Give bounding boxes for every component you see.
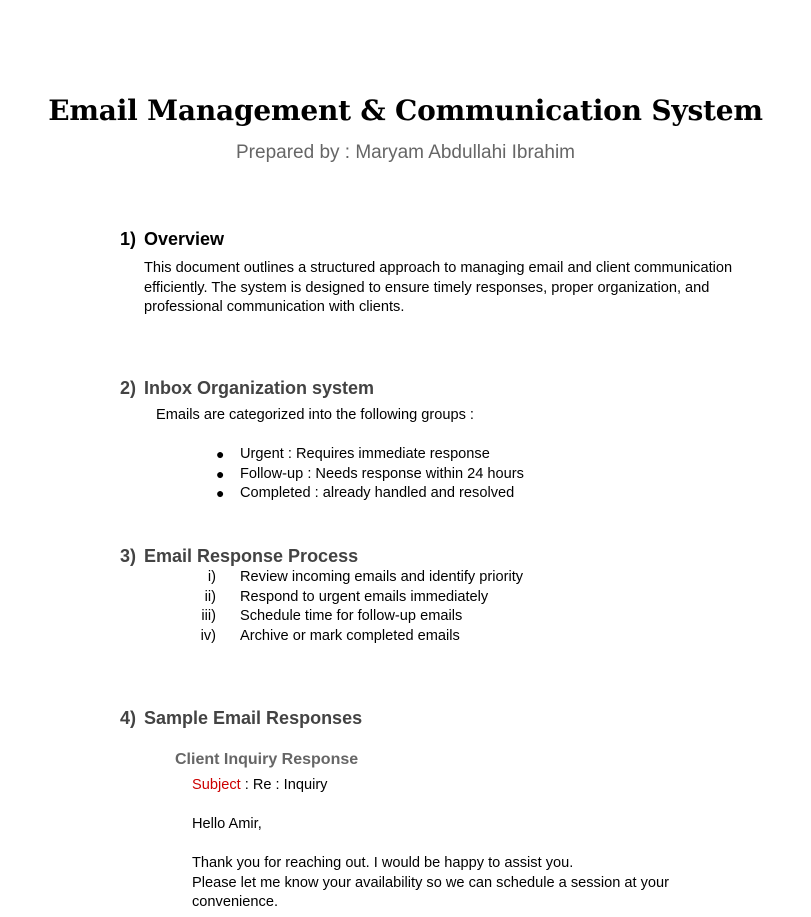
section-number: 4): [120, 708, 137, 728]
list-marker: i): [207, 569, 216, 585]
list-item: [212, 484, 524, 504]
process-steps-list: [190, 568, 523, 646]
section-title: Inbox Organization system: [144, 378, 375, 398]
section-title: Email Response Process: [144, 546, 359, 566]
list-item-text: Review incoming emails and identify priority: [240, 569, 524, 585]
spacer: [192, 835, 752, 855]
list-item-text: Follow-up : Needs response within 24 hours: [240, 465, 524, 482]
list-item: [212, 445, 524, 465]
section-heading-overview: [120, 229, 224, 250]
bullet-icon: ●: [216, 446, 225, 462]
list-item-text: Respond to urgent emails immediately: [240, 588, 489, 605]
list-item-text: Archive or mark completed emails: [240, 627, 460, 644]
list-marker: ii): [204, 588, 216, 605]
list-item-text: Completed : already handled and resolved: [240, 485, 515, 501]
overview-paragraph: This document outlines a structured approach to managing email and client communication efficiently. The system is designed to ensure timely responses, proper organization, and professional communication with clients.: [144, 260, 733, 315]
list-item: [212, 465, 524, 485]
bullet-icon: ●: [216, 465, 225, 482]
email-body-line: Thank you for reaching out. I would be happy to assist you.: [192, 855, 574, 871]
section-heading-inbox-organization: [120, 378, 374, 399]
section-title: Sample Email Responses: [144, 708, 363, 728]
client-inquiry-heading: Client Inquiry Response: [175, 751, 359, 768]
email-greeting: Hello Amir,: [192, 816, 262, 832]
list-marker: iii): [201, 608, 216, 624]
list-item-text: Urgent : Requires immediate response: [240, 446, 490, 462]
category-list: [212, 445, 524, 504]
document-title: Email Management & Communication System: [48, 94, 763, 127]
sample-email: [192, 776, 752, 913]
list-item: [190, 568, 523, 588]
email-body-line: Please let me know your availability so we can schedule a session at your convenience.: [192, 874, 669, 910]
list-item-text: Schedule time for follow-up emails: [240, 608, 463, 624]
list-item: [190, 588, 523, 608]
bullet-icon: ●: [216, 485, 225, 501]
section-number: 1): [120, 229, 137, 249]
subject-label: Subject: [192, 777, 241, 793]
list-item: [190, 607, 523, 627]
section-title: Overview: [144, 229, 225, 249]
section-heading-response-process: [120, 546, 358, 567]
list-marker: iv): [200, 627, 216, 644]
section-heading-sample-responses: [120, 708, 362, 729]
section-number: 2): [120, 378, 137, 398]
categories-intro: Emails are categorized into the following groups :: [156, 407, 474, 423]
document-subtitle: Prepared by : Maryam Abdullahi Ibrahim: [236, 142, 575, 163]
section-number: 3): [120, 546, 137, 566]
email-subject-line: [192, 776, 752, 796]
subject-value: : Re : Inquiry: [240, 777, 328, 793]
spacer: [192, 796, 752, 816]
list-item: [190, 627, 523, 647]
